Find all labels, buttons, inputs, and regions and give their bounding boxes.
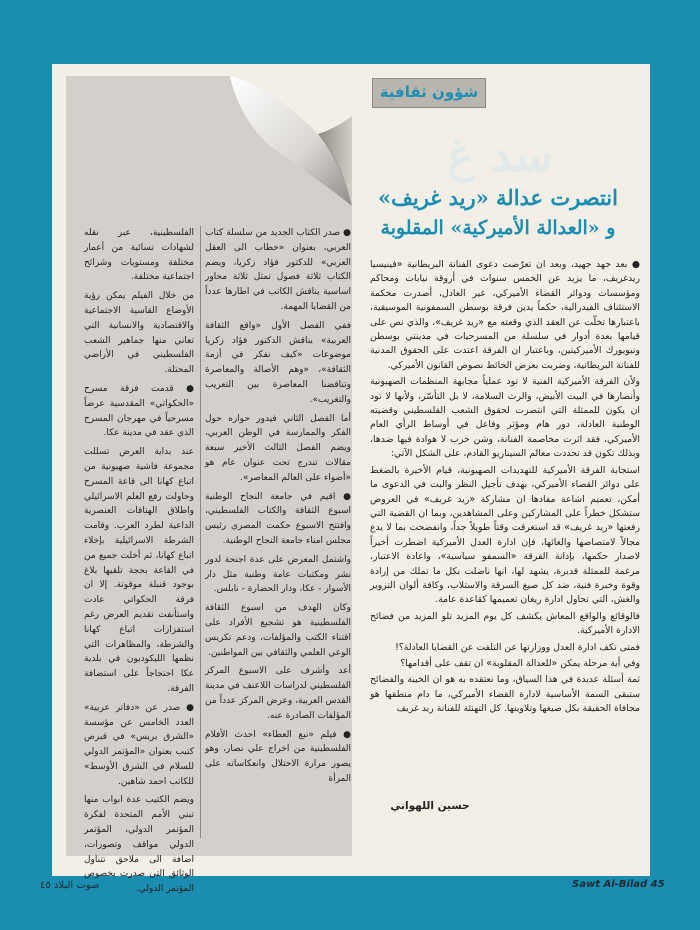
- article-paragraph: ثمة أسئلة عديدة في هذا السياق، وما نعتقده به هو ان الخيبة والفضائح ستبقى السمة الأساسية لادارة القضاء الأميركي، ما دام منطقها هو مجافاة الحقيقة بكل صيغها وتلاوينها. كل التهنئة للفنانة ريد غريف: [370, 674, 640, 715]
- article-paragraph: استجابة الفرقة الأميركية للتهديدات الصهيونية، قيام الأخيرة بالضغط على دوائر القضاء الأميركي، بهدف تأجيل النظر والبت في الدعوى ما أمكن، تعميم اشاعة مفادها ان مشاركة «ريد غريف» في العروض ستشكل خطراً على المشاركين وعلى المشاهدين، وبما ان القضية التي رفعتها «ريد غريف» قد استغرقت وقتاً طويلاً جداً، وانفضحت بما لا يدع مجالاً لامتصاصها والغائها، فإن ادارة العدل الأميركية اضطرت أخيراً لاصدار حكمها، بإدانة الفرقة «السمفو سياسية»، واعادة الاعتبار، مرغمة للممثلة قديرة، يشهد لها، انها ناضلت بكل ما تملك من إرادة وقوة وخبرة فنية، ضد كل صيغ السرقة والاستلاب، وكافة ألوان التزوير والغش، التي تحاول ادارة ريغان تعميمها كقاعدة عامة.: [370, 464, 640, 606]
- news-item: واشتمل المعرض على عدة اجنحة لدور نشر ومكتبات عامة وطنية مثل دار الأسوار - عكا، ودار الحضارة - نابلس.: [205, 554, 351, 595]
- news-item: الفلسطينية، عبر نقله لشهادات نسائية من أعمار مختلفة ومستويات وشرائح اجتماعية مختلفة.: [84, 228, 194, 283]
- news-item: ففي الفصل الأول «واقع الثقافة العربية» يناقش الدكتور فؤاد زكريا موضوعات «كيف نفكر في أزمة الثقافة»، «وهم الأصالة والمعاصرة وتناقضنا المعاصرة بين التعريب والتغريب».: [205, 320, 351, 405]
- headline-line-2: و «العدالة الأميركية» المقلوبة: [380, 217, 616, 239]
- news-column-left: [84, 226, 194, 901]
- news-column-middle: [205, 226, 351, 791]
- article-author: حسين اللهواني: [390, 800, 470, 812]
- section-label: [372, 78, 486, 108]
- article-paragraph: ولأن الفرقة الأميركية الفنية لا تود عملياً مجابهة المنظمات الصهيونية وأنصارها في البيت الأبيض، والرث السلامة، لا بل التأسّر، ولأنها لا تود ان يكون للممثلة التي انتصرت لحقوق الشعب الفلسطيني وقضيته الوطنية العادلة، دور هام ومؤثر وفاعل في أوساط الرأي العام الأميركي، فقد اثرت مخاصمة الفنانة، وشن حرب لا هوادة فيها ضدها، وبذلك تكون قد تحددت معالم السيناريو القادم، على الشكل الآتي:: [370, 376, 640, 460]
- news-item: من خلال الفيلم يمكن رؤية الأوضاع القاسية الاجتماعية والاقتصادية والانسانية التي تعاني منها جماهير الشعب الفلسطيني في الأراضي المحتلة.: [84, 291, 194, 376]
- news-item: ● اقيم في جامعة النجاح الوطنية اسبوع الثقافة والكتاب الفلسطيني، وافتتح الاسبوع حكمت المصري رئيس مجلس امناء جامعة النجاح الوطنية.: [205, 491, 351, 546]
- article-paragraph: وفي أية مرحلة يمكن «للعدالة المقلوبة» ان تقف على أقدامها؟: [400, 657, 640, 669]
- article-paragraph: ● بعد جهد جهيد، وبعد ان تعرّضت دعوى الفنانة البريطانية «فينيسيا ريدغريف، ما يزيد عن الخمس سنوات في أروقة نيابات ومحاكم ومؤسسات ودوائر القضاء الأميركي، غير العادل، أصدرت محكمة الاستئناف الفيدرالية، حكماً يدين فرقة بوسطن السمفونية الموسيقية، باعتبارها تخلّت عن العقد الذي وقعته مع «ريد غريف»، والذي نص على قيامها بعدة أدوار في سلسلة من المسرحيات في مدينتي بوسطن ونيويورك الأميركيتين، وباعتبار ان الفرقة اعتدت على الحقوق المدنية للفنانة البريطانية، وضربت بعرض الحائط نصوص القانون الأميركي.: [370, 259, 640, 371]
- footer-page-number-arabic: صوت البلاد ٤٥: [40, 880, 100, 891]
- column-divider: [200, 226, 201, 838]
- news-item: ● صدر الكتاب الجديد من سلسلة كتاب العربي، بعنوان «خطاب الى العقل العربي» للدكتور فؤاد زكريا، ويضم الكتاب ثلاثة فصول تمثل ثلاثة محاور اساسية يناقش الكاتب في اطارها عدداً من القضايا المهمة.: [205, 228, 351, 312]
- news-item: ● قدمت فرقة مسرح «الحكواتي» المقدسية عرضاً مسرحياً في مهرجان المسرح الذي عقد في مدينة عكا.: [84, 383, 194, 439]
- page-curl-graphic: [230, 76, 352, 206]
- news-item: أما الفصل الثاني فيدور حواره حول الفكر والممارسة في الوطن العربي، ويضم الفصل الثالث الأخير سبعة مقالات تندرج تحت عنوان عام هو «أضواء على العالم المعاصر».: [205, 413, 351, 483]
- decorative-watermark: سد غ: [446, 128, 554, 182]
- news-item: ● فيلم «نبع العطاء» احدث الأفلام الفلسطينية من اخراج علي نصار، وهو يصور مرارة الاحتلال وانعكاساته على المرأة: [205, 729, 351, 784]
- article-headline: [360, 183, 636, 243]
- article-body: [370, 258, 640, 719]
- news-item: ويضم الكتيب عدة ابواب منها تبني الأمم المتحدة لفكرة المؤتمر الدولي، المؤتمر الدولي مواقف وتصورات، اضافة الى ملاحق تتناول الوثائق التي صدرت بخصوص المؤتمر الدولي.: [84, 795, 194, 895]
- footer-page-number-latin: Sawt Al-Bilad 45: [572, 879, 665, 890]
- headline-line-1: انتصرت عدالة «ريد غريف»: [378, 185, 618, 210]
- news-item: وكان الهدف من اسبوع الثقافة الفلسطينية هو تشجيع الأفراد على اقتناء الكتب والمؤلفات، ودعم تكريس الوعي العلمي والثقافي بين المواطنين.: [205, 603, 351, 658]
- article-paragraph: فالوقائع والواقع المعاش يكشف كل يوم المزيد تلو المزيد من فضائح الادارة الأميركية.: [370, 610, 640, 637]
- article-paragraph: فمتى تكف ادارة العدل ووزارتها عن التلفت عن القضايا العادلة؟!: [395, 641, 640, 653]
- news-item: عند بداية العرض تسللت مجموعة فاشية صهيونية من اتباع كهانا الى قاعة المسرح وحاولت رفع العلم الاسرائيلي واطلاق الهتافات العنصرية الداعية لطرد العرب. وقامت الشرطة الاسرائيلية بإخلاء اتباع كهانا، ثم أخلت جميع من في القاعة بحجة تلقيها بلاغ بوجود قنبلة موقوتة. إلا ان فرقة الحكواتي عادت واستأنفت تقديم العرض رغم استفزازات اتباع كهانا والشرطة، والمظاهرات التي نظمها الليكوديون في بلدية عكا احتجاجاً على استضافة الفرقة.: [84, 447, 194, 694]
- news-item: أعد وأشرف على الاسبوع المركز الفلسطيني لدراسات اللاعنف في مدينة القدس العربية، وعرض المركز عدداً من المؤلفات الصادرة عنه.: [205, 666, 351, 721]
- news-item: ● صدر عن «دفاتر عربية» العدد الخامس عن مؤسسة «الشرق بريس» في قبرص كتيب بعنوان «المؤتمر الدولي للسلام في الشرق الأوسط» للكاتب احمد شاهين.: [84, 702, 194, 787]
- section-label-text: شؤون ثقافية: [379, 83, 479, 101]
